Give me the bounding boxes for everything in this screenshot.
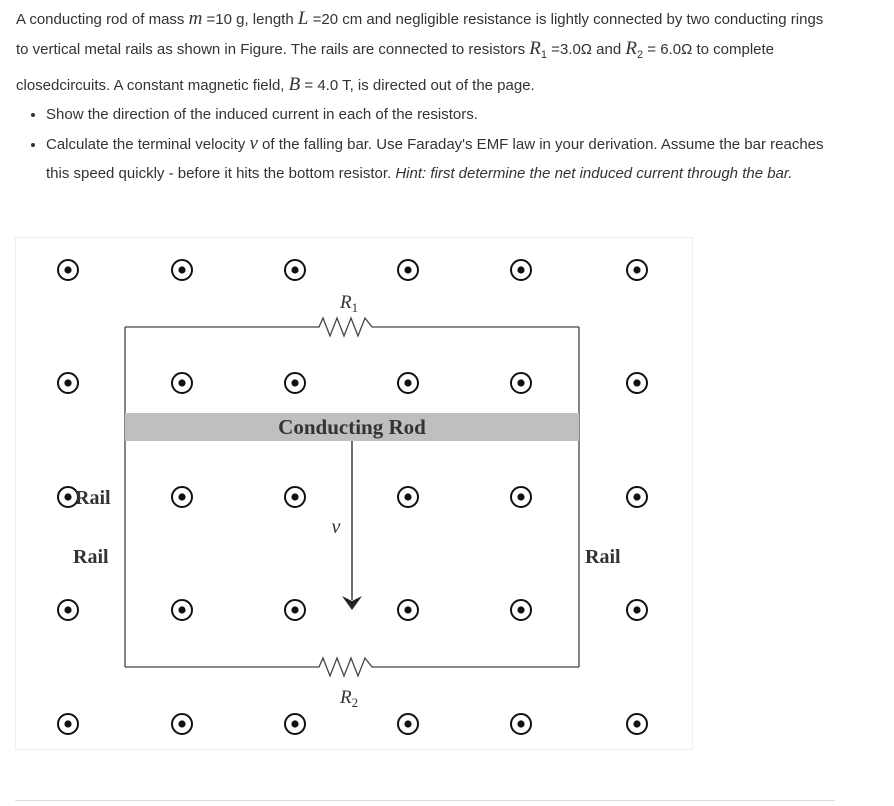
field-out-of-page-icon xyxy=(511,373,531,393)
velocity-symbol: v xyxy=(249,133,258,154)
rod-label: Conducting Rod xyxy=(278,415,426,439)
field-out-of-page-icon xyxy=(511,600,531,620)
rail-label-overlap: Rail xyxy=(75,487,111,509)
and-text: and xyxy=(592,41,626,58)
mass-symbol: m xyxy=(188,8,203,29)
problem-statement xyxy=(16,4,838,188)
field-out-of-page-icon xyxy=(627,600,647,620)
field-out-of-page-icon xyxy=(398,260,418,280)
field-out-of-page-icon xyxy=(627,373,647,393)
field-out-of-page-icon xyxy=(285,600,305,620)
field-out-of-page-icon xyxy=(172,600,192,620)
field-out-of-page-icon xyxy=(172,260,192,280)
field-out-of-page-icon xyxy=(511,714,531,734)
field-symbol: B xyxy=(288,74,301,95)
field-out-of-page-icon xyxy=(172,487,192,507)
field-out-of-page-icon xyxy=(172,373,192,393)
velocity-label: v xyxy=(331,516,341,538)
intro-text-2: to complete closedcircuits. A constant magnetic field, xyxy=(16,41,775,94)
top-wire xyxy=(125,318,579,336)
field-out-of-page-icon xyxy=(285,487,305,507)
task-item: • Show the direction of the induced current in each of the resistors. xyxy=(46,100,838,129)
field-out-of-page-icon xyxy=(58,373,78,393)
field-value: = 4.0 T, is directed out of the page. xyxy=(300,77,535,94)
field-out-of-page-icon xyxy=(398,600,418,620)
field-out-of-page-icon xyxy=(511,487,531,507)
r2-subscript: 2 xyxy=(637,49,644,61)
field-out-of-page-icon xyxy=(398,373,418,393)
field-out-of-page-icon xyxy=(285,260,305,280)
field-out-of-page-icon xyxy=(172,714,192,734)
field-out-of-page-icon xyxy=(285,714,305,734)
field-out-of-page-icon xyxy=(398,487,418,507)
field-out-of-page-icon xyxy=(627,260,647,280)
r2-symbol: R xyxy=(625,38,637,59)
intro-text: A conducting rod of mass xyxy=(16,11,189,28)
bottom-wire xyxy=(125,658,579,676)
rail-label-right: Rail xyxy=(585,546,621,568)
section-divider xyxy=(15,800,835,801)
field-out-of-page-icon xyxy=(511,260,531,280)
r1-symbol: R xyxy=(529,38,541,59)
r2-label: $R_2$ xyxy=(340,687,359,710)
r1-subscript: 1 xyxy=(540,49,548,61)
r1-value: =3.0Ω xyxy=(547,41,593,58)
hint-text: Hint: first determine the net induced current through the bar. xyxy=(395,165,793,182)
r1-label: $R_1$ xyxy=(340,292,359,315)
length-symbol: L xyxy=(297,8,309,29)
mass-value: =10 g, length xyxy=(202,11,298,28)
task-list xyxy=(16,100,838,188)
field-out-of-page-icon xyxy=(285,373,305,393)
length-value: =20 cm and negligible resistance is lightly connected by two conducting rings to vertical metal rails as shown in Figure. The rails are connected to resistors xyxy=(16,11,824,58)
circuit-diagram xyxy=(16,238,692,749)
r2-value: = 6.0Ω xyxy=(643,41,693,58)
field-out-of-page-icon xyxy=(58,260,78,280)
field-out-of-page-icon xyxy=(58,600,78,620)
field-out-of-page-icon xyxy=(398,714,418,734)
circuit-figure xyxy=(15,237,693,750)
field-out-of-page-icon xyxy=(627,487,647,507)
rail-label-left: Rail xyxy=(73,546,109,568)
field-out-of-page-icon xyxy=(58,714,78,734)
field-out-of-page-icon xyxy=(627,714,647,734)
task-item: • Calculate the terminal velocity v of the falling bar. Use Faraday's EMF law in your derivation. Assume the bar reaches this speed quickly - before it hits the bottom resistor. Hint: first determine the net induced current through the bar. xyxy=(46,129,838,188)
problem-intro xyxy=(16,4,838,100)
